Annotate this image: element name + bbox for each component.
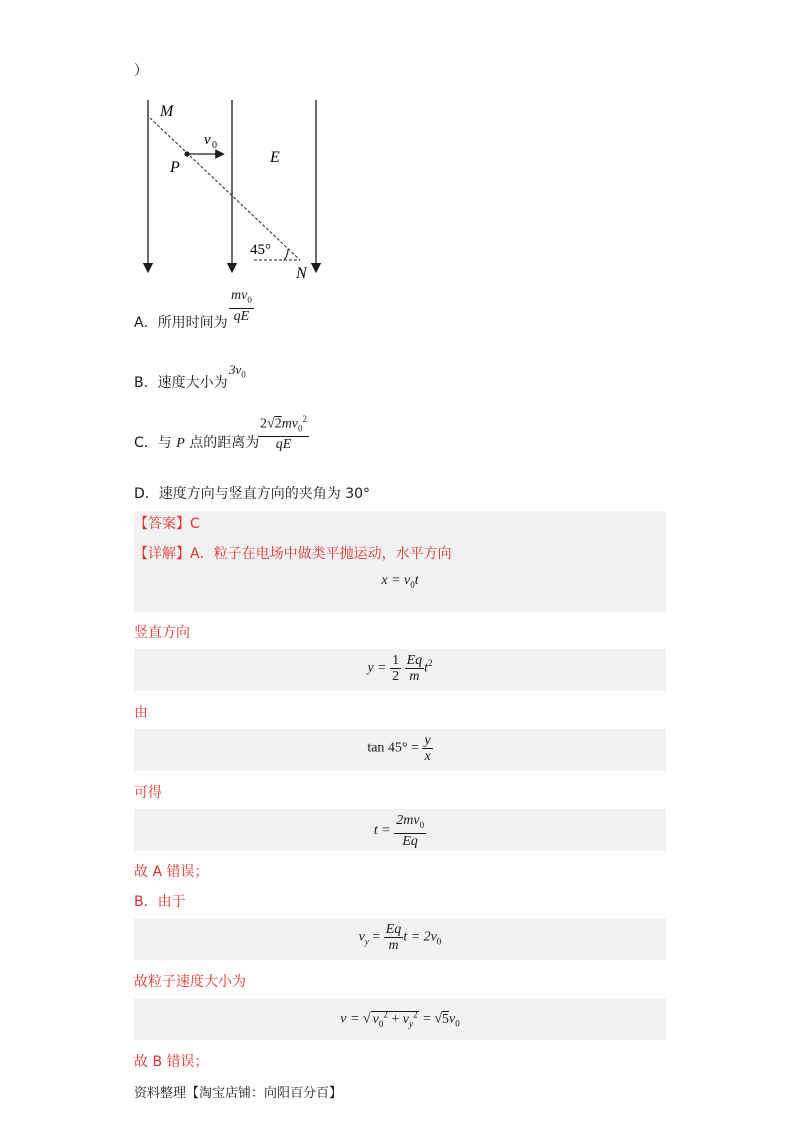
speed-label: 故粒子速度大小为 [134,974,246,990]
label-angle: 45° [250,242,271,258]
detail-label: 【详解】A．粒子在电场中做类平抛运动，水平方向 [134,546,452,562]
label-e: E [270,149,280,166]
field-diagram [134,92,334,282]
equation-t: t = $\frac{2mv_0}{Eq}$ [373,813,425,849]
equation-t-box [134,809,666,851]
option-a [134,314,228,332]
option-c: C．与 P 点的距离为 [134,435,260,451]
equation-tan: tan 45° = $\frac{y}{x}$ [367,733,431,764]
obtain-label: 可得 [134,785,162,801]
equation-y-box [134,649,666,691]
label-n: N [296,265,307,282]
equation-v: v = √ $v_0^2 + v_y^2 = √5v_0$ [340,1009,460,1029]
vertical-label: 竖直方向 [134,625,190,641]
label-p: P [170,159,180,176]
label-v0: v [204,132,211,148]
option-b-text: B．速度大小为 [134,375,228,391]
angle-arc [284,249,288,260]
equation-y: y = $\frac{1}{2}$ $\frac{Eq}{m}$ $t^2$ [367,653,433,684]
equation-tan-box [134,729,666,771]
answer-box [134,511,666,612]
answer-label: 【答案】C [134,516,200,532]
equation-vy: $v_y$ = $\frac{Eq}{m}$ $t = 2v_0$ [358,922,442,953]
option-b-expr: $3v_0$ [229,362,246,380]
label-v0-sub: 0 [212,140,217,151]
option-d: D．速度方向与竖直方向的夹角为 30° [134,486,371,502]
footer-source: 资料整理【淘宝店铺：向阳百分百】 [134,1086,343,1101]
wrong-b: 故 B 错误； [134,1054,209,1070]
b-label: B．由于 [134,894,186,910]
option-a-text: A．所用时间为 [134,315,228,331]
label-m: M [160,103,174,120]
top-paren: ） [134,63,148,79]
by-label: 由 [134,705,148,721]
option-a-fraction: $\frac{mv_0}{qE}$ [231,288,252,324]
option-b [134,374,228,392]
equation-x: $x = v_0t$ [381,573,419,590]
equation-v-box [134,998,666,1040]
option-c-fraction: $\frac{2√2mv_0^2}{qE}$ [260,414,308,453]
equation-vy-box [134,918,666,960]
dashed-path [150,118,300,260]
wrong-a: 故 A 错误； [134,864,209,880]
